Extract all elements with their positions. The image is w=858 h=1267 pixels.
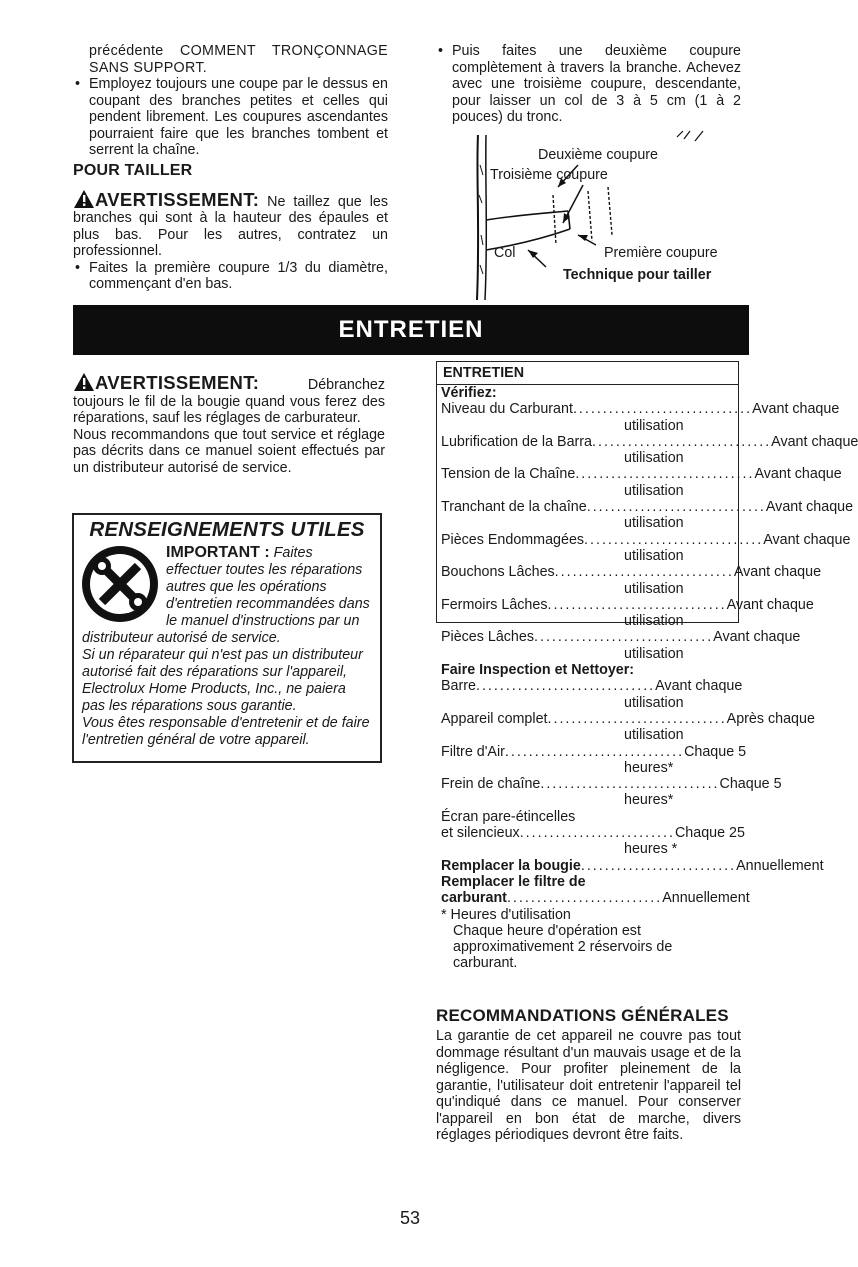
warning-text: Ne taillez que les branches qui sont à la hauteur des épaules et plus bas. Pour les autres, contratez un professionnel. <box>73 193 388 259</box>
row-value-2: utilisation <box>624 547 684 564</box>
footnote-detail: Chaque heure d'opération est approximativement 2 réservoirs de carburant. <box>453 922 673 972</box>
warning-pruning <box>73 189 388 260</box>
tips-text-3: Vous êtes responsable d'entretenir et de faire l'entretien général de votre appareil. <box>82 715 370 748</box>
recommendations-section <box>436 1006 741 1144</box>
row-value: Après chaque <box>726 710 815 727</box>
label-collar: Col <box>494 245 516 261</box>
recommendations-text: La garantie de cet appareil ne couvre pas tout dommage résultant d'un mauvais usage et de la négligence. Pour profiter pleinement de la garantie, l'utilisateur doit entretenir l'appareil tel qu'indiqué dans ce manuel. Pour conserver l'appareil en bon état de marche, divers réglages périodiques devront être faits. <box>436 1028 741 1143</box>
label-third-cut: Troisième coupure <box>490 167 608 183</box>
row-value-2: utilisation <box>624 450 684 467</box>
top-left-column <box>73 43 388 293</box>
table-row: Barre .............................. Avant chaque <box>441 678 743 695</box>
row-label: Pièces Lâches <box>441 629 534 646</box>
row-value-2: heures* <box>624 792 674 809</box>
important-text: Faites effectuer toutes les réparations autres que les opérations d'entretien recommandées dans le manuel d'instructions par un distributeur autorisé de service. <box>82 545 370 646</box>
row-value-2: utilisation <box>624 645 684 662</box>
row-value-2: heures * <box>624 841 678 858</box>
top-right-column <box>436 43 741 126</box>
table-row: Fermoirs Lâches .............................. Avant chaque <box>441 596 814 613</box>
row-label: Appareil complet <box>441 710 548 727</box>
table-row: Filtre d'Air .............................. Chaque 5 <box>441 743 747 760</box>
row-value: Avant chaque <box>713 629 801 646</box>
inspect-heading: Faire Inspection et Nettoyer: <box>441 662 635 679</box>
table-row: Tension de la Chaîne .............................. Avant chaque <box>441 466 842 483</box>
table-row: Tranchant de la chaîne .............................. Avant chaque <box>441 499 854 516</box>
row-value: Chaque 5 <box>684 743 747 760</box>
table-row: Appareil complet .............................. Après chaque <box>441 710 815 727</box>
page-number: 53 <box>399 1208 421 1228</box>
table-row: Lubrification de la Barra .............................. Avant chaque <box>441 433 858 450</box>
warning-text: Débranchez toujours le fil de la bougie quand vous ferez des réparations, sauf les réglages de carburateur. <box>73 377 385 426</box>
row-value: Chaque 25 <box>674 825 745 842</box>
row-label: Pièces Endommagées <box>441 531 585 548</box>
warning-triangle-icon <box>73 189 95 209</box>
row-label: Niveau du Carburant <box>441 401 573 418</box>
important-label: IMPORTANT : <box>166 544 270 561</box>
warning-maintenance <box>73 372 385 427</box>
row-value: Avant chaque <box>752 401 840 418</box>
row-value: Avant chaque <box>733 564 822 581</box>
table-row: Pièces Lâches .............................. Avant chaque <box>441 629 801 646</box>
row-value: Chaque 5 <box>719 776 782 793</box>
diagram-caption: Technique pour tailler <box>563 267 712 283</box>
row-value: Avant chaque <box>754 466 842 483</box>
screen-label: Écran pare-étincelles <box>441 808 576 825</box>
service-paragraph: Nous recommandons que tout service et réglage pas décrits dans ce manuel soient effectués par un distributeur autorisé de service. <box>73 426 385 476</box>
label-first-cut: Première coupure <box>604 245 718 261</box>
row-value-2: utilisation <box>624 613 684 630</box>
row-value-2: utilisation <box>624 580 684 597</box>
warning-label: AVERTISSEMENT: <box>95 372 260 393</box>
row-label: Frein de chaîne <box>441 776 541 793</box>
row-label: Bouchons Lâches <box>441 564 555 581</box>
row-value-2: utilisation <box>624 727 684 744</box>
pruning-diagram <box>458 125 748 300</box>
row-value: Annuellement <box>736 857 824 874</box>
table-row: Pièces Endommagées .............................. Avant chaque <box>441 531 851 548</box>
row-label: Barre <box>441 678 476 695</box>
row-value: Avant chaque <box>763 531 851 548</box>
maintenance-title: ENTRETIEN <box>437 362 738 385</box>
row-label: Fermoirs Lâches <box>441 596 548 613</box>
table-row: et silencieux .......................... Chaque 25 <box>441 825 745 842</box>
row-value: Avant chaque <box>765 499 854 516</box>
inspect-list <box>441 678 815 809</box>
table-row: Bouchons Lâches .............................. Avant chaque <box>441 564 822 581</box>
row-label: et silencieux <box>441 825 520 842</box>
tips-title: RENSEIGNEMENTS UTILES <box>89 518 365 541</box>
table-row: carburant .......................... Annuellement <box>441 890 750 907</box>
verify-heading: Vérifiez: <box>441 385 497 401</box>
heading-pour-tailler: POUR TAILLER <box>73 161 193 179</box>
row-value: Avant chaque <box>771 433 858 450</box>
row-label: Tension de la Chaîne <box>441 466 576 483</box>
label-second-cut: Deuxième coupure <box>538 147 659 163</box>
bottom-left-column <box>73 372 385 476</box>
section-banner: ENTRETIEN <box>73 305 749 355</box>
warning-label: AVERTISSEMENT: <box>95 188 260 210</box>
tips-text-2: Si un réparateur qui n'est pas un distributeur autorisé fait des réparations sur l'appareil, Electrolux Home Products, Inc., ne paiera pas les réparations sous garantie. <box>82 647 363 714</box>
row-value: Avant chaque <box>655 678 743 695</box>
bullet-first-cut: • Faites la première coupure 1/3 du diamètre, commençant d'en bas. <box>73 260 388 293</box>
row-label: Lubrification de la Barra <box>441 433 592 450</box>
wrench-icon <box>80 544 160 624</box>
row-value: Annuellement <box>662 890 750 907</box>
verify-list <box>441 401 858 662</box>
continuation-text: précédente COMMENT TRONÇONNAGE SANS SUPPORT. <box>89 43 388 76</box>
row-value-2: utilisation <box>624 694 684 711</box>
filter-label: Remplacer le filtre de <box>441 873 586 890</box>
row-label: Tranchant de la chaîne <box>441 499 587 516</box>
row-value-2: utilisation <box>624 482 684 499</box>
row-value-2: utilisation <box>624 417 684 434</box>
recommendations-title: RECOMMANDATIONS GÉNÉRALES <box>436 1006 729 1025</box>
row-value-2: utilisation <box>624 515 684 532</box>
row-label: Filtre d'Air <box>441 743 505 760</box>
bullet-overcut: • Employez toujours une coupe par le dessus en coupant des branches petites et celles qui pendent librement. Les coupures ascendantes pourraient faire que les branches tombent et serrent la chaîne. <box>73 76 388 159</box>
table-row: Frein de chaîne .............................. Chaque 5 <box>441 776 782 793</box>
table-row: Niveau du Carburant .............................. Avant chaque <box>441 401 840 418</box>
row-label: carburant <box>441 890 507 907</box>
footnote: * Heures d'utilisation <box>441 906 571 923</box>
table-row: Remplacer la bougie .......................... Annuellement <box>441 857 824 874</box>
maintenance-rows <box>441 385 858 972</box>
tips-box <box>72 513 382 763</box>
warning-triangle-icon <box>73 372 95 392</box>
row-label: Remplacer la bougie <box>441 857 581 874</box>
row-value: Avant chaque <box>726 596 814 613</box>
row-value-2: heures* <box>624 759 674 776</box>
bullet-second-cut: • Puis faites une deuxième coupure complètement à travers la branche. Achevez avec une troisième coupure, descendante, pour laisser un col de 3 à 5 cm (1 à 2 pouces) du tronc. <box>436 43 741 126</box>
